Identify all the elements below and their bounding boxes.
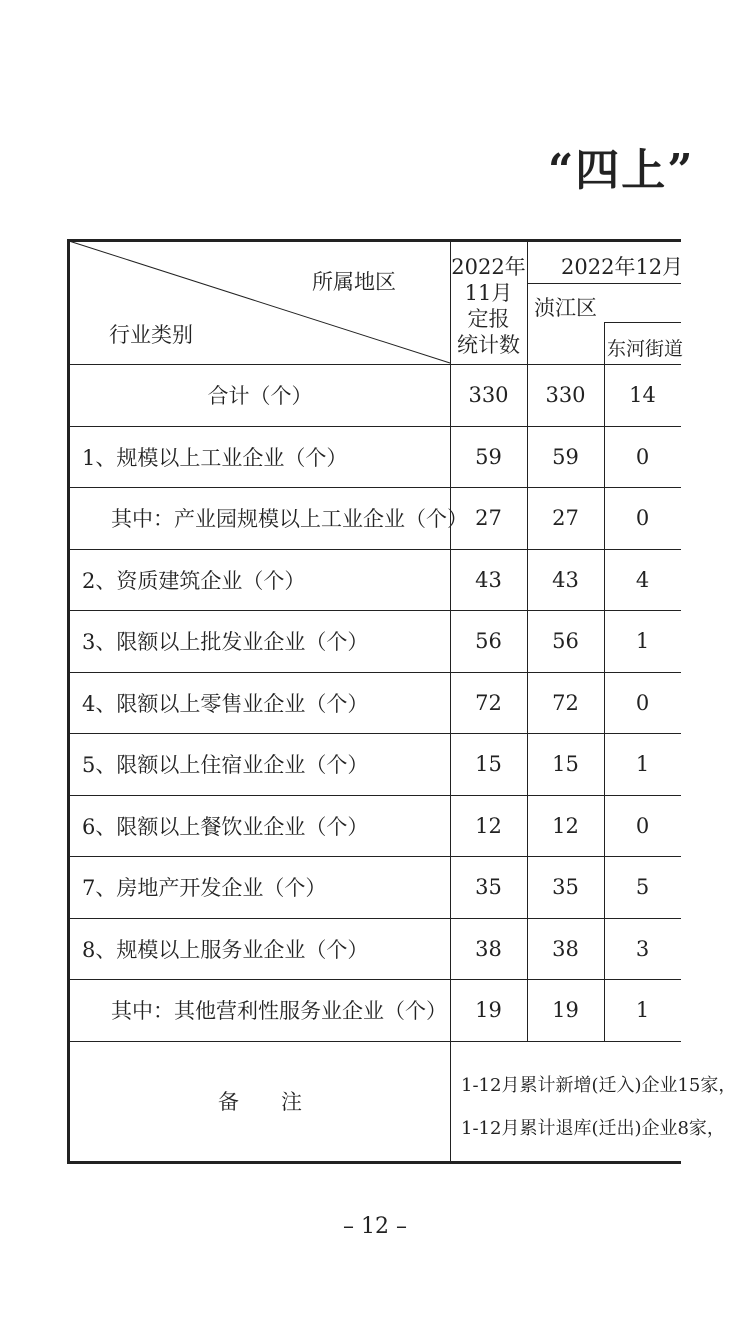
row-value-v3: 0	[635, 444, 650, 469]
col2-group-underline	[527, 283, 681, 284]
row-value-v2: 38	[552, 936, 579, 961]
statistics-table	[67, 239, 737, 1165]
row-label: 合计（个）	[207, 383, 313, 408]
row-value-v1: 330	[468, 382, 509, 407]
row-label: 其中：其他营利性服务业企业（个）	[111, 998, 447, 1023]
remarks-line-2: 1-12月累计退库(迁出)企业8家，	[461, 1118, 725, 1139]
row-value-v2: 12	[552, 813, 579, 838]
row-value-v3: 1	[635, 997, 650, 1022]
document-title: “四上”	[548, 145, 695, 196]
row-value-v3: 14	[629, 382, 656, 407]
row-value-v1: 35	[475, 874, 502, 899]
row-value-v1: 27	[475, 505, 502, 530]
row-value-v1: 56	[475, 628, 502, 653]
row-value-v2: 15	[552, 751, 579, 776]
header-col1-line2: 11月	[464, 281, 513, 305]
row-value-v1: 59	[475, 444, 502, 469]
row-label: 6、限额以上餐饮业企业（个）	[82, 814, 369, 839]
row-label: 5、限额以上住宿业企业（个）	[82, 752, 369, 777]
row-value-v3: 4	[635, 567, 650, 592]
page-number: – 12 –	[343, 1214, 407, 1239]
row-value-v3: 0	[635, 813, 650, 838]
row-label: 8、规模以上服务业企业（个）	[82, 937, 369, 962]
row-label: 1、规模以上工业企业（个）	[82, 445, 348, 470]
header-col1-line3: 定报	[467, 307, 510, 331]
row-label: 7、房地产开发企业（个）	[82, 875, 327, 900]
header-col2-sub: 浈江区	[534, 296, 597, 320]
header-col1-line4: 统计数	[457, 333, 520, 357]
row-value-v3: 0	[635, 690, 650, 715]
row-label: 其中：产业园规模以上工业企业（个）	[111, 506, 468, 531]
row-value-v1: 38	[475, 936, 502, 961]
row-value-v3: 1	[635, 628, 650, 653]
row-value-v2: 56	[552, 628, 579, 653]
row-value-v1: 15	[475, 751, 502, 776]
row-label: 3、限额以上批发业企业（个）	[82, 629, 369, 654]
remarks-line-1: 1-12月累计新增(迁入)企业15家，	[461, 1075, 737, 1096]
row-value-v2: 27	[552, 505, 579, 530]
row-value-v1: 19	[475, 997, 502, 1022]
row-value-v2: 43	[552, 567, 579, 592]
row-value-v3: 3	[635, 936, 650, 961]
row-value-v3: 1	[635, 751, 650, 776]
row-value-v2: 19	[552, 997, 579, 1022]
row-value-v1: 43	[475, 567, 502, 592]
row-label: 2、资质建筑企业（个）	[82, 568, 306, 593]
row-value-v2: 59	[552, 444, 579, 469]
header-col2-group: 2022年12月	[561, 255, 684, 279]
row-label: 4、限额以上零售业企业（个）	[82, 691, 369, 716]
remarks-label: 备 注	[218, 1090, 302, 1114]
col3-header-top	[604, 322, 681, 323]
table-bottom-border	[67, 1161, 681, 1164]
row-value-v2: 72	[552, 690, 579, 715]
row-value-v2: 35	[552, 874, 579, 899]
header-region-label: 所属地区	[312, 270, 396, 294]
row-value-v1: 12	[475, 813, 502, 838]
row-value-v1: 72	[475, 690, 502, 715]
header-industry-label: 行业类别	[109, 323, 193, 347]
row-value-v2: 330	[545, 382, 586, 407]
header-col3-sub: 东河街道	[607, 338, 684, 360]
row-value-v3: 5	[635, 874, 650, 899]
header-col1-line1: 2022年	[451, 255, 526, 279]
row-value-v3: 0	[635, 505, 650, 530]
